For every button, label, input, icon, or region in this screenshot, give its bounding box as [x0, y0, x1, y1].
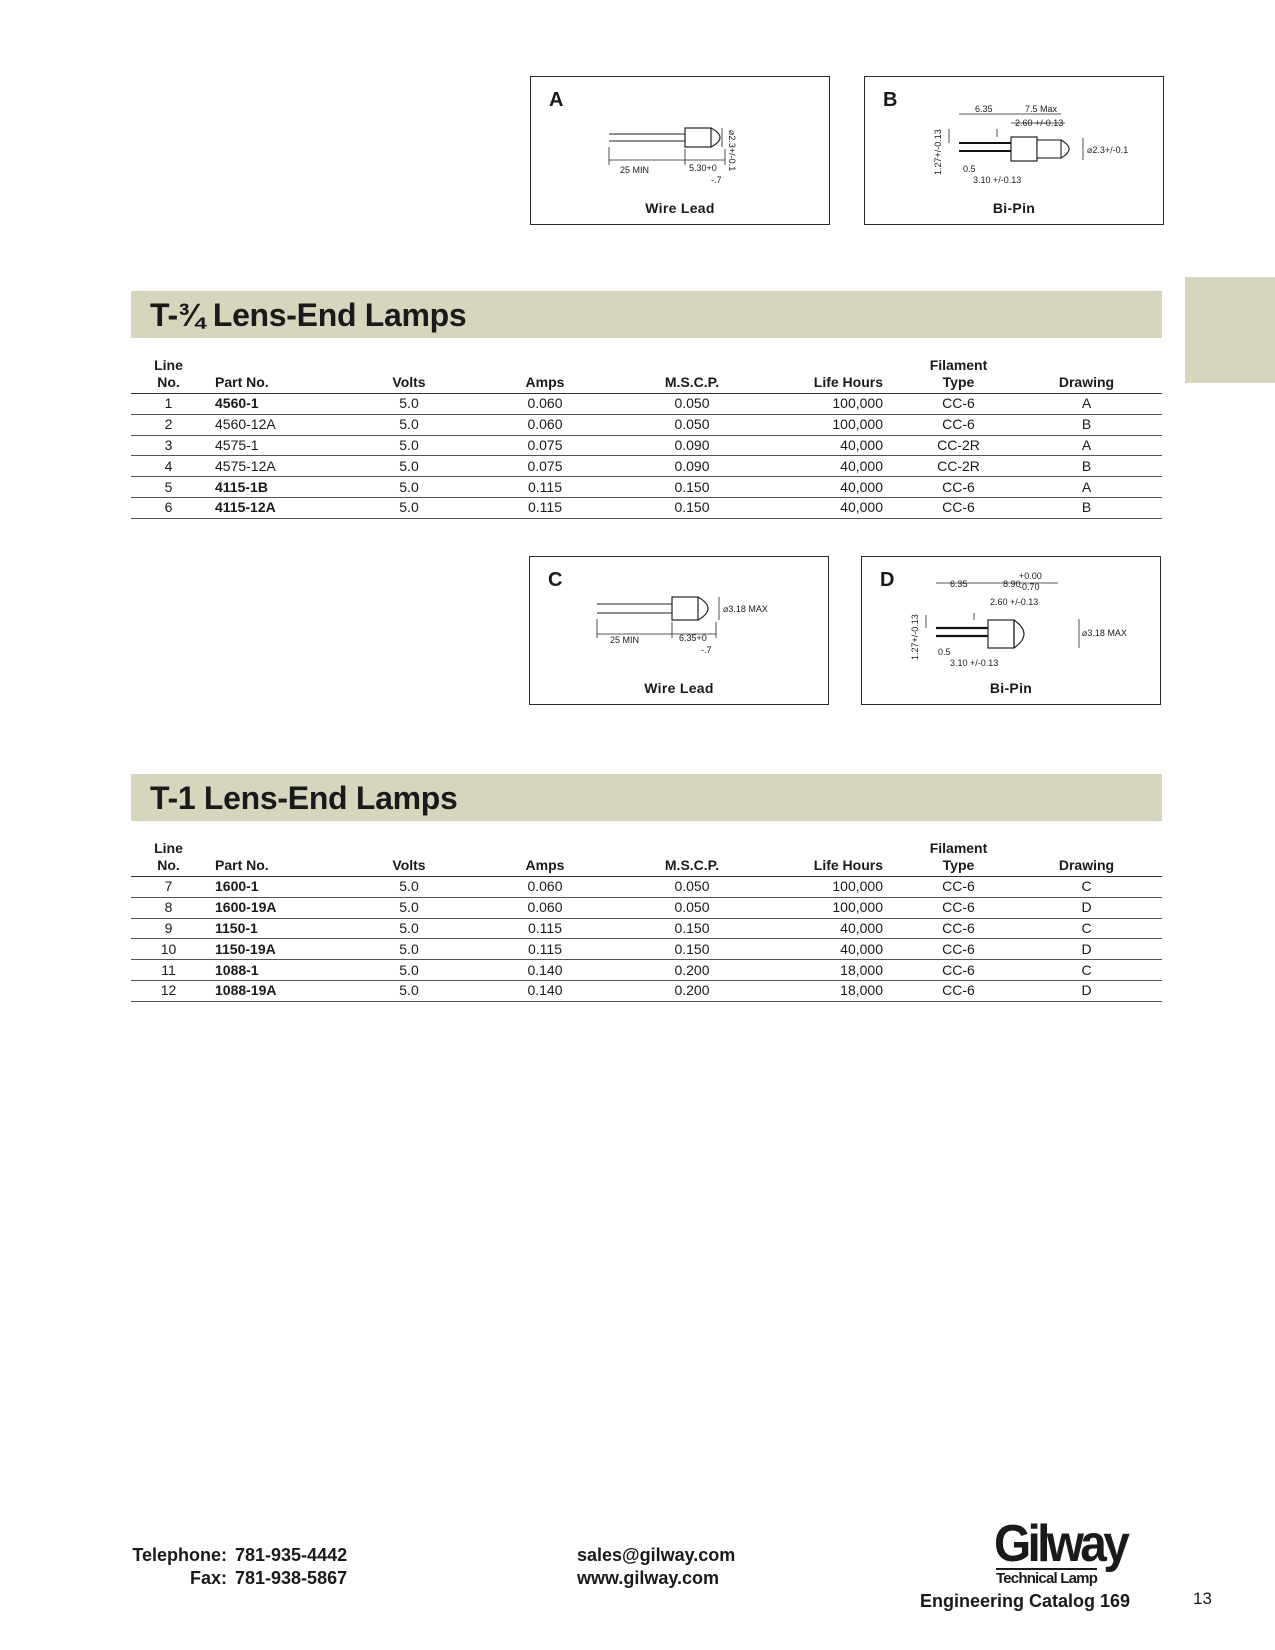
table-row [131, 939, 1162, 960]
drawing-d-letter: D [880, 569, 895, 591]
life-hours-cell: 18,000 [756, 960, 906, 981]
filament-type-cell: CC-6 [906, 960, 1011, 981]
line-no-cell: 6 [131, 497, 206, 518]
volts-cell: 5.0 [356, 394, 462, 415]
drawing-cell: C [1011, 877, 1162, 898]
drawing-c-box [529, 556, 829, 705]
header-volts: Volts [356, 840, 462, 877]
amps-cell: 0.115 [462, 939, 628, 960]
drawing-b-310-label: 3.10 +/-0.13 [973, 175, 1022, 185]
footer-contact [125, 1544, 347, 1590]
drawing-d-635-label: 6.35 [950, 579, 968, 589]
part-no-cell: 1150-19A [206, 939, 356, 960]
line-no-cell: 9 [131, 918, 206, 939]
header-line-no: Line No. [131, 357, 206, 394]
life-hours-cell: 40,000 [756, 456, 906, 477]
drawing-b-letter: B [883, 89, 898, 111]
mscp-cell: 0.050 [628, 414, 756, 435]
amps-cell: 0.115 [462, 497, 628, 518]
section-1-table [131, 357, 1162, 519]
volts-cell: 5.0 [356, 897, 462, 918]
table-row [131, 477, 1162, 498]
table-row [131, 960, 1162, 981]
drawing-d-caption: Bi-Pin [989, 680, 1033, 696]
drawing-c-letter: C [548, 569, 563, 591]
drawing-d-05-label: 0.5 [938, 647, 951, 657]
filament-type-cell: CC-2R [906, 435, 1011, 456]
drawing-d-260-label: 2.60 +/-0.13 [990, 597, 1039, 607]
side-tab [1185, 277, 1275, 383]
part-no-cell: 4575-12A [206, 456, 356, 477]
line-no-cell: 1 [131, 394, 206, 415]
filament-type-cell: CC-6 [906, 897, 1011, 918]
filament-type-cell: CC-6 [906, 394, 1011, 415]
volts-cell: 5.0 [356, 435, 462, 456]
section-1-title: T-¾ Lens-End Lamps [150, 297, 467, 333]
life-hours-cell: 100,000 [756, 414, 906, 435]
mscp-cell: 0.050 [628, 877, 756, 898]
table-row [131, 980, 1162, 1001]
email-link[interactable]: sales@gilway.com [577, 1545, 736, 1565]
part-no-cell: 1150-1 [206, 918, 356, 939]
part-no-cell: 4115-12A [206, 497, 356, 518]
mscp-cell: 0.200 [628, 980, 756, 1001]
part-no-cell: 1088-19A [206, 980, 356, 1001]
life-hours-cell: 40,000 [756, 477, 906, 498]
volts-cell: 5.0 [356, 980, 462, 1001]
header-line-no: Line No. [131, 840, 206, 877]
drawing-d-diameter-label: ⌀3.18 MAX [1082, 628, 1127, 638]
amps-cell: 0.115 [462, 477, 628, 498]
drawing-cell: B [1011, 497, 1162, 518]
part-no-cell: 1088-1 [206, 960, 356, 981]
section-2-title: T-1 Lens-End Lamps [150, 780, 458, 816]
drawing-cell: D [1011, 980, 1162, 1001]
part-no-cell: 4560-1 [206, 394, 356, 415]
line-no-cell: 12 [131, 980, 206, 1001]
header-part-no: Part No. [206, 357, 356, 394]
section-1-band [131, 291, 1162, 338]
amps-cell: 0.075 [462, 456, 628, 477]
life-hours-cell: 40,000 [756, 435, 906, 456]
fax-label: Fax: [189, 1568, 227, 1588]
life-hours-cell: 100,000 [756, 897, 906, 918]
drawing-c-diameter-label: ⌀3.18 MAX [723, 604, 768, 614]
telephone-label: Telephone: [132, 1545, 227, 1565]
line-no-cell: 10 [131, 939, 206, 960]
part-no-cell: 4575-1 [206, 435, 356, 456]
filament-type-cell: CC-6 [906, 918, 1011, 939]
amps-cell: 0.060 [462, 897, 628, 918]
volts-cell: 5.0 [356, 414, 462, 435]
section-2-band [131, 774, 1162, 821]
volts-cell: 5.0 [356, 918, 462, 939]
volts-cell: 5.0 [356, 477, 462, 498]
table-row [131, 897, 1162, 918]
mscp-cell: 0.200 [628, 960, 756, 981]
drawing-a-letter: A [549, 89, 564, 111]
gilway-logo [994, 1515, 1154, 1590]
header-volts: Volts [356, 357, 462, 394]
drawing-a-length-bot-label: -.7 [711, 175, 722, 185]
part-no-cell: 4560-12A [206, 414, 356, 435]
catalog-title: Engineering Catalog 169 [920, 1591, 1131, 1611]
telephone-number: 781-935-4442 [235, 1545, 348, 1565]
table-header-row [131, 840, 1162, 877]
filament-type-cell: CC-6 [906, 980, 1011, 1001]
life-hours-cell: 40,000 [756, 497, 906, 518]
table-row [131, 918, 1162, 939]
drawing-cell: A [1011, 394, 1162, 415]
drawing-c-caption: Wire Lead [644, 680, 714, 696]
drawing-d-box [861, 556, 1161, 705]
drawing-a-box [530, 76, 830, 225]
mscp-cell: 0.050 [628, 394, 756, 415]
volts-cell: 5.0 [356, 456, 462, 477]
mscp-cell: 0.150 [628, 939, 756, 960]
line-no-cell: 7 [131, 877, 206, 898]
filament-type-cell: CC-6 [906, 877, 1011, 898]
table-header-row [131, 357, 1162, 394]
table-row [131, 456, 1162, 477]
filament-type-cell: CC-2R [906, 456, 1011, 477]
drawing-a-lead-min-label: 25 MIN [620, 165, 650, 175]
header-amps: Amps [462, 357, 628, 394]
mscp-cell: 0.090 [628, 435, 756, 456]
drawing-cell: C [1011, 918, 1162, 939]
mscp-cell: 0.050 [628, 897, 756, 918]
logo-wordmark: Gilway [994, 1515, 1127, 1573]
filament-type-cell: CC-6 [906, 939, 1011, 960]
table-row [131, 877, 1162, 898]
drawing-cell: A [1011, 435, 1162, 456]
drawing-b-caption: Bi-Pin [992, 200, 1036, 216]
table-row [131, 414, 1162, 435]
drawing-b-diameter-label: ⌀2.3+/-0.1 [1087, 145, 1129, 155]
drawing-b-635-label: 6.35 [975, 104, 993, 114]
mscp-cell: 0.150 [628, 918, 756, 939]
drawing-d-127-label: 1.27+/-0.13 [910, 614, 920, 660]
header-mscp: M.S.C.P. [628, 840, 756, 877]
drawing-b-127-label: 1.27+/-0.13 [933, 129, 943, 175]
drawing-b-75max-label: 7.5 Max [1025, 104, 1058, 114]
header-mscp: M.S.C.P. [628, 357, 756, 394]
header-drawing: Drawing [1011, 840, 1162, 877]
amps-cell: 0.060 [462, 394, 628, 415]
drawing-c-length-top-label: 6.35+0 [679, 633, 707, 643]
life-hours-cell: 100,000 [756, 394, 906, 415]
volts-cell: 5.0 [356, 877, 462, 898]
drawing-a-length-top-label: 5.30+0 [689, 163, 717, 173]
table-row [131, 435, 1162, 456]
drawing-b-260-label: 2.60 +/-0.13 [1015, 118, 1064, 128]
drawing-cell: D [1011, 897, 1162, 918]
header-drawing: Drawing [1011, 357, 1162, 394]
logo-tagline: Technical Lamp [996, 1570, 1098, 1587]
header-amps: Amps [462, 840, 628, 877]
drawing-d-890-label: 8.90 [1003, 579, 1021, 589]
volts-cell: 5.0 [356, 497, 462, 518]
drawing-cell: B [1011, 456, 1162, 477]
drawing-c-lead-min-label: 25 MIN [610, 635, 640, 645]
filament-type-cell: CC-6 [906, 497, 1011, 518]
mscp-cell: 0.150 [628, 477, 756, 498]
part-no-cell: 1600-19A [206, 897, 356, 918]
life-hours-cell: 18,000 [756, 980, 906, 1001]
amps-cell: 0.115 [462, 918, 628, 939]
line-no-cell: 4 [131, 456, 206, 477]
life-hours-cell: 40,000 [756, 918, 906, 939]
life-hours-cell: 100,000 [756, 877, 906, 898]
amps-cell: 0.075 [462, 435, 628, 456]
mscp-cell: 0.090 [628, 456, 756, 477]
part-no-cell: 4115-1B [206, 477, 356, 498]
life-hours-cell: 40,000 [756, 939, 906, 960]
drawing-b-box [864, 76, 1164, 225]
part-no-cell: 1600-1 [206, 877, 356, 898]
volts-cell: 5.0 [356, 960, 462, 981]
table-row [131, 497, 1162, 518]
drawing-cell: C [1011, 960, 1162, 981]
drawing-b-05-label: 0.5 [963, 164, 976, 174]
amps-cell: 0.140 [462, 980, 628, 1001]
header-life-hours: Life Hours [756, 840, 906, 877]
line-no-cell: 5 [131, 477, 206, 498]
filament-type-cell: CC-6 [906, 477, 1011, 498]
amps-cell: 0.060 [462, 877, 628, 898]
header-part-no: Part No. [206, 840, 356, 877]
header-life-hours: Life Hours [756, 357, 906, 394]
drawing-a-diameter-label: ⌀2.3+/-0.1 [727, 130, 737, 172]
amps-cell: 0.140 [462, 960, 628, 981]
fax-number: 781-938-5867 [235, 1568, 348, 1588]
header-filament-type: Filament Type [906, 357, 1011, 394]
filament-type-cell: CC-6 [906, 414, 1011, 435]
line-no-cell: 3 [131, 435, 206, 456]
drawing-cell: D [1011, 939, 1162, 960]
volts-cell: 5.0 [356, 939, 462, 960]
line-no-cell: 2 [131, 414, 206, 435]
website-link[interactable]: www.gilway.com [577, 1568, 720, 1588]
drawing-cell: A [1011, 477, 1162, 498]
drawing-a-caption: Wire Lead [645, 200, 715, 216]
mscp-cell: 0.150 [628, 497, 756, 518]
footer-online [577, 1544, 735, 1590]
drawing-cell: B [1011, 414, 1162, 435]
drawing-d-310-label: 3.10 +/-0.13 [950, 658, 999, 668]
section-2-table [131, 840, 1162, 1002]
line-no-cell: 8 [131, 897, 206, 918]
header-filament-type: Filament Type [906, 840, 1011, 877]
table-row [131, 394, 1162, 415]
page-number: 13 [1193, 1589, 1212, 1608]
drawing-d-tol-top-label: +0.00 [1019, 571, 1042, 581]
line-no-cell: 11 [131, 960, 206, 981]
drawing-d-tol-bot-label: -0.70 [1019, 582, 1040, 592]
amps-cell: 0.060 [462, 414, 628, 435]
drawing-c-length-bot-label: -.7 [701, 645, 712, 655]
